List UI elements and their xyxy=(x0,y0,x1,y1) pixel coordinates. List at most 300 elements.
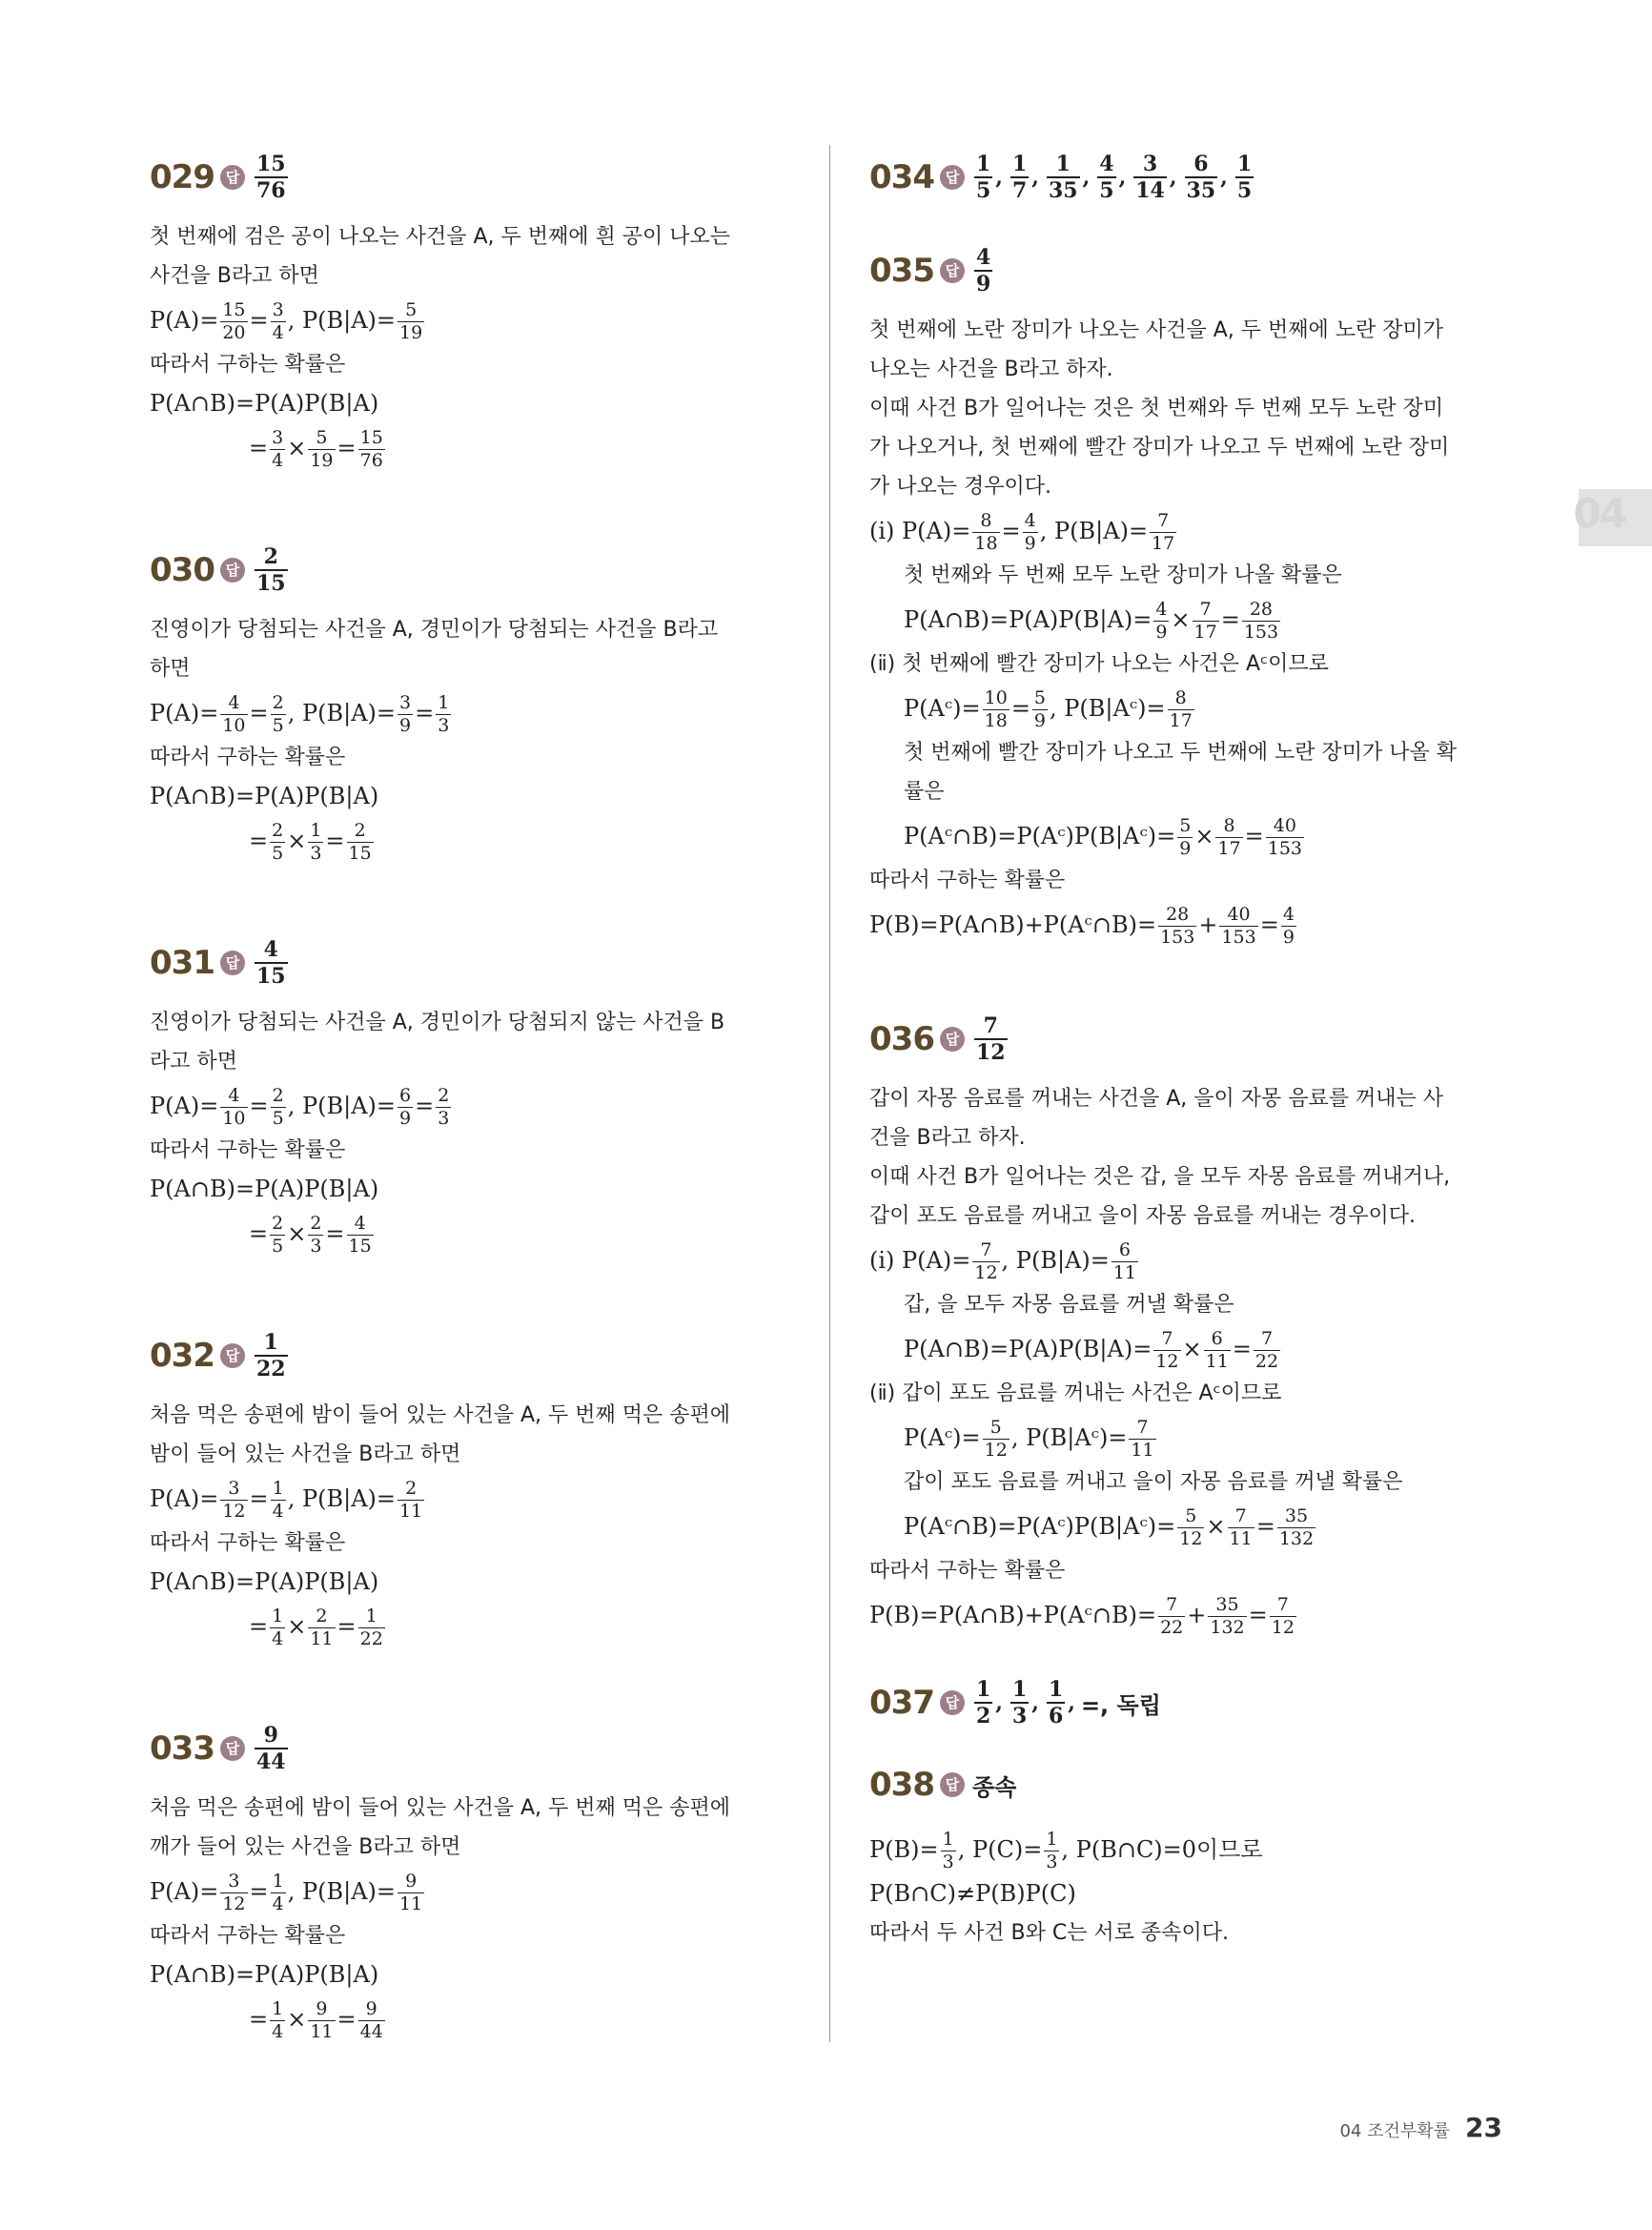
fraction xyxy=(974,153,992,201)
solution-text: 하면 xyxy=(150,657,191,681)
answer xyxy=(972,1769,1016,1802)
denominator: 4 xyxy=(272,322,284,343)
numerator: 35 xyxy=(1284,1505,1309,1526)
equation-part: , P(B|A)= xyxy=(1001,1247,1110,1274)
denominator: 11 xyxy=(310,2021,334,2042)
solution-text: (ⅱ) 갑이 포도 음료를 꺼내는 사건은 Aᶜ이므로 xyxy=(869,1381,1282,1405)
equation-part: P(B)= xyxy=(869,1836,939,1863)
fraction xyxy=(271,1872,286,1913)
problem-header xyxy=(869,1005,1518,1074)
solution-text: 첫 번째에 노란 장미가 나오는 사건을 A, 두 번째에 노란 장미가 xyxy=(869,318,1444,342)
numerator: 4 xyxy=(354,1213,366,1234)
equation-part: P(A∩B)=P(A)P(B|A) xyxy=(150,783,379,809)
denominator: 76 xyxy=(255,178,286,203)
denominator: 11 xyxy=(399,1893,423,1914)
fraction xyxy=(308,1607,335,1648)
denominator: 10 xyxy=(222,1108,246,1129)
denominator: 17 xyxy=(1193,622,1217,643)
equation xyxy=(869,684,1518,733)
equation xyxy=(869,1324,1518,1374)
numerator: 4 xyxy=(1155,599,1168,620)
answer-badge: 답 xyxy=(220,165,245,190)
problem-number: 030 xyxy=(150,551,214,589)
fraction xyxy=(270,822,285,863)
equation xyxy=(150,1867,798,1916)
equation xyxy=(150,1955,798,1995)
denominator: 12 xyxy=(984,1440,1008,1461)
fraction xyxy=(347,822,374,863)
equation-part: P(Aᶜ)= xyxy=(904,695,981,722)
fraction xyxy=(220,1480,247,1521)
fraction xyxy=(358,1607,385,1648)
equation-part: = xyxy=(337,435,357,461)
denominator: 3 xyxy=(310,843,322,864)
denominator: 5 xyxy=(272,1236,284,1257)
denominator: 9 xyxy=(975,272,991,297)
equation xyxy=(869,1874,1518,1913)
equation xyxy=(150,688,798,738)
equation-part: P(B)=P(A∩B)+P(Aᶜ∩B)= xyxy=(869,911,1157,938)
fraction xyxy=(220,1087,247,1128)
numerator: 15 xyxy=(359,427,383,448)
numerator: 2 xyxy=(272,1085,284,1106)
fraction xyxy=(1153,601,1169,642)
numerator: 1 xyxy=(1236,152,1253,176)
answer-separator: , xyxy=(1118,165,1127,190)
equation-part: = xyxy=(1248,1602,1268,1628)
denominator: 4 xyxy=(272,2021,284,2042)
numerator: 4 xyxy=(263,937,278,962)
answer-badge: 답 xyxy=(220,558,245,583)
equation-part: = xyxy=(337,1613,357,1640)
fraction xyxy=(398,694,413,735)
equation-part: P(A∩B)=P(A)P(B|A) xyxy=(150,1568,379,1595)
problem-031 xyxy=(150,929,798,1258)
equation-part: = xyxy=(1255,1513,1275,1540)
fraction xyxy=(1281,906,1296,947)
fraction xyxy=(436,694,451,735)
equation-part: = xyxy=(249,2006,269,2033)
equation-part: = xyxy=(415,1093,435,1119)
denominator: 4 xyxy=(272,450,284,471)
answer xyxy=(253,546,290,594)
denominator: 3 xyxy=(438,1108,450,1129)
denominator: 12 xyxy=(1179,1528,1203,1549)
fraction xyxy=(1112,1241,1138,1282)
fraction xyxy=(271,1480,286,1521)
denominator: 11 xyxy=(399,1501,423,1522)
problem-033 xyxy=(150,1714,798,2044)
numerator: 2 xyxy=(438,1085,450,1106)
equation-part: , P(B|A)= xyxy=(1039,518,1149,544)
problem-034 xyxy=(869,143,1518,212)
numerator: 5 xyxy=(1185,1505,1197,1526)
problem-header xyxy=(150,929,798,997)
equation-part: P(A)= xyxy=(150,700,219,726)
fraction xyxy=(1208,1596,1246,1637)
fraction xyxy=(974,247,992,295)
denominator: 15 xyxy=(348,1236,372,1257)
numerator: 1 xyxy=(438,692,450,713)
fraction xyxy=(1177,817,1193,858)
numerator: 9 xyxy=(263,1723,278,1748)
fraction xyxy=(974,1015,1008,1063)
fraction xyxy=(436,1087,451,1128)
equation xyxy=(150,1563,798,1602)
equation-part: = xyxy=(249,1613,269,1640)
numerator: 7 xyxy=(1199,599,1212,620)
solution-text: 나오는 사건을 B라고 하자. xyxy=(869,358,1113,381)
equation-part: = xyxy=(249,1485,269,1512)
problem-header xyxy=(150,143,798,212)
equation xyxy=(150,1209,798,1258)
denominator: 153 xyxy=(1160,927,1195,948)
denominator: 2 xyxy=(975,1704,991,1729)
answer-badge: 답 xyxy=(220,1343,245,1368)
fraction xyxy=(1153,1330,1180,1371)
solution-text: 따라서 구하는 확률은 xyxy=(150,1138,346,1162)
fraction xyxy=(398,1087,413,1128)
equation-part: = xyxy=(249,1220,269,1247)
denominator: 15 xyxy=(348,843,372,864)
numerator: 40 xyxy=(1273,815,1296,836)
numerator: 8 xyxy=(1174,687,1187,708)
problem-number: 031 xyxy=(150,944,214,982)
denominator: 11 xyxy=(1112,1262,1137,1283)
equation-part: (ⅰ) P(A)= xyxy=(869,518,971,544)
equation-part: × xyxy=(1171,606,1191,633)
denominator: 12 xyxy=(1271,1617,1295,1638)
solution-text: 첫 번째와 두 번째 모두 노란 장미가 나올 확률은 xyxy=(904,563,1342,587)
equation-part: = xyxy=(1220,606,1240,633)
numerator: 7 xyxy=(1161,1328,1173,1349)
fraction xyxy=(398,301,424,342)
equation-part: × xyxy=(1206,1513,1226,1540)
numerator: 4 xyxy=(228,692,240,713)
solution-text: 따라서 구하는 확률은 xyxy=(150,353,346,377)
fraction xyxy=(983,1419,1010,1460)
equation-part: = xyxy=(249,828,269,854)
fraction xyxy=(941,1831,956,1872)
fraction xyxy=(220,694,247,735)
fraction xyxy=(308,429,335,470)
problem-header xyxy=(869,236,1518,305)
equation-part: × xyxy=(287,2006,307,2033)
fraction xyxy=(1023,512,1038,553)
fraction xyxy=(255,1332,288,1380)
fraction xyxy=(398,1480,424,1521)
denominator: 22 xyxy=(1160,1617,1184,1638)
equation-part: × xyxy=(287,828,307,854)
solution-text: 처음 먹은 송편에 밤이 들어 있는 사건을 A, 두 번째 먹은 송편에 xyxy=(150,1403,731,1427)
equation-part: P(A∩B)=P(A)P(B|A)= xyxy=(904,606,1152,633)
solution-text: 따라서 두 사건 B와 C는 서로 종속이다. xyxy=(869,1921,1229,1945)
numerator: 15 xyxy=(255,152,286,176)
denominator: 18 xyxy=(974,533,998,554)
numerator: 3 xyxy=(228,1871,240,1892)
denominator: 11 xyxy=(310,1628,334,1649)
denominator: 12 xyxy=(975,1040,1006,1065)
solution-text: 갑, 을 모두 자몽 음료를 꺼낼 확률은 xyxy=(904,1293,1234,1317)
fraction xyxy=(983,689,1010,730)
denominator: 9 xyxy=(1179,838,1192,859)
fraction xyxy=(1177,1507,1204,1548)
denominator: 6 xyxy=(1048,1704,1064,1729)
numerator: 28 xyxy=(1249,599,1274,620)
denominator: 44 xyxy=(255,1749,286,1774)
denominator: 22 xyxy=(359,1628,383,1649)
answer xyxy=(972,1015,1010,1063)
problem-header xyxy=(150,1714,798,1783)
denominator: 22 xyxy=(1254,1351,1279,1372)
fraction xyxy=(1150,512,1176,553)
fraction xyxy=(1047,153,1080,201)
equation xyxy=(869,1825,1518,1874)
denominator: 9 xyxy=(1282,927,1295,948)
equation xyxy=(150,384,798,423)
solution-text: 밤이 들어 있는 사건을 B라고 하면 xyxy=(150,1442,461,1466)
numerator: 7 xyxy=(980,1239,992,1260)
fraction xyxy=(270,1215,285,1256)
fraction xyxy=(1277,1507,1315,1548)
denominator: 11 xyxy=(1229,1528,1253,1549)
numerator: 10 xyxy=(984,687,1008,708)
fraction xyxy=(255,939,288,987)
solution-text: 가 나오는 경우이다. xyxy=(869,475,1051,499)
equation-part: × xyxy=(287,1613,307,1640)
problem-035 xyxy=(869,236,1518,950)
equation-part: P(B∩C)≠P(B)P(C) xyxy=(869,1880,1076,1907)
denominator: 17 xyxy=(1217,838,1241,859)
equation-part: × xyxy=(1182,1336,1202,1362)
denominator: 4 xyxy=(272,1893,284,1914)
equation xyxy=(150,1081,798,1131)
problem-number: 029 xyxy=(150,158,214,196)
numerator: 7 xyxy=(1276,1594,1289,1615)
problem-032 xyxy=(150,1321,798,1651)
numerator: 2 xyxy=(272,820,284,841)
equation-part: = xyxy=(249,700,269,726)
answer-text: 종속 xyxy=(971,1773,1017,1801)
denominator: 132 xyxy=(1278,1528,1315,1549)
fraction xyxy=(1219,906,1257,947)
fraction xyxy=(972,1241,999,1282)
solution-text: 진영이가 당첨되는 사건을 A, 경민이가 당첨되는 사건을 B라고 xyxy=(150,618,719,642)
equation-part: = xyxy=(249,435,269,461)
fraction xyxy=(1097,153,1115,201)
answer-separator: , xyxy=(1031,1690,1039,1715)
denominator: 17 xyxy=(1152,533,1175,554)
equation-part: , P(B|Aᶜ)= xyxy=(1050,695,1166,722)
numerator: 5 xyxy=(316,427,328,448)
answer xyxy=(253,1725,290,1772)
solution-text: 따라서 구하는 확률은 xyxy=(869,1559,1066,1583)
denominator: 44 xyxy=(359,2021,383,2042)
denominator: 11 xyxy=(1131,1440,1154,1461)
numerator: 9 xyxy=(316,1998,328,2019)
numerator: 5 xyxy=(405,299,418,320)
denominator: 17 xyxy=(1169,710,1193,731)
numerator: 7 xyxy=(1166,1594,1178,1615)
equation xyxy=(150,1170,798,1209)
solution-text: 건을 B라고 하자. xyxy=(869,1126,1026,1150)
equation-part: P(Aᶜ)= xyxy=(904,1424,981,1451)
fraction xyxy=(1242,601,1280,642)
problem-number: 038 xyxy=(869,1766,934,1804)
denominator: 11 xyxy=(1205,1351,1229,1372)
numerator: 4 xyxy=(1099,152,1114,176)
solution-text: 처음 먹은 송편에 밤이 들어 있는 사건을 A, 두 번째 먹은 송편에 xyxy=(150,1796,731,1820)
answer-badge: 답 xyxy=(940,1772,965,1797)
numerator: 7 xyxy=(1157,510,1170,531)
fraction xyxy=(358,2000,385,2041)
fraction xyxy=(271,694,286,735)
answer xyxy=(253,153,290,201)
answer-separator: , xyxy=(1068,1690,1075,1715)
equation-part: = xyxy=(337,2006,357,2033)
equation xyxy=(869,1502,1518,1551)
denominator: 3 xyxy=(310,1236,322,1257)
solution-text: 갑이 자몽 음료를 꺼내는 사건을 A, 을이 자몽 음료를 꺼내는 사 xyxy=(869,1087,1444,1111)
equation-part: = xyxy=(325,1220,345,1247)
numerator: 7 xyxy=(1234,1505,1247,1526)
problem-number: 036 xyxy=(869,1020,934,1058)
fraction xyxy=(270,2000,285,2041)
fraction xyxy=(220,301,247,342)
numerator: 4 xyxy=(1282,904,1295,925)
equation-part: P(A∩B)=P(A)P(B|A) xyxy=(150,390,379,417)
numerator: 5 xyxy=(1179,815,1192,836)
equation xyxy=(150,296,798,345)
numerator: 2 xyxy=(405,1478,418,1499)
solution-text: 사건을 B라고 하면 xyxy=(150,264,319,288)
equation xyxy=(869,595,1518,644)
fraction xyxy=(308,2000,335,2041)
numerator: 6 xyxy=(1118,1239,1131,1260)
solution-text: 깨가 들어 있는 사건을 B라고 하면 xyxy=(150,1835,461,1859)
answer-badge: 답 xyxy=(940,258,965,283)
denominator: 15 xyxy=(255,571,286,596)
right-column xyxy=(869,143,1518,2010)
numerator: 4 xyxy=(975,245,991,270)
denominator: 5 xyxy=(1099,178,1114,203)
denominator: 3 xyxy=(1046,1852,1058,1872)
fraction xyxy=(1133,153,1167,201)
chapter-side-tab-label: 04 xyxy=(1573,490,1625,537)
equation-part: = xyxy=(249,1093,269,1119)
denominator: 22 xyxy=(255,1357,286,1381)
equation-part: P(A)= xyxy=(150,307,219,334)
equation-part: = xyxy=(1244,823,1264,849)
equation-part: P(A)= xyxy=(150,1878,219,1905)
numerator: 1 xyxy=(310,820,322,841)
problem-number: 032 xyxy=(150,1337,214,1375)
answer-badge: 답 xyxy=(940,1690,965,1715)
solution-text: 따라서 구하는 확률은 xyxy=(150,746,346,769)
denominator: 9 xyxy=(399,715,412,736)
fraction xyxy=(1032,689,1048,730)
equation xyxy=(150,423,798,473)
column-divider xyxy=(829,145,830,2042)
solution-text: 갑이 포도 음료를 꺼내고 을이 자몽 음료를 꺼내는 경우이다. xyxy=(869,1204,1416,1228)
denominator: 12 xyxy=(974,1262,998,1283)
problem-number: 037 xyxy=(869,1684,934,1722)
problem-header xyxy=(869,143,1518,212)
equation-part: , P(B|A)= xyxy=(287,1093,397,1119)
numerator: 9 xyxy=(405,1871,418,1892)
answer-separator: , xyxy=(1082,165,1091,190)
equation-part: (ⅰ) P(A)= xyxy=(869,1247,971,1274)
denominator: 18 xyxy=(984,710,1008,731)
numerator: 5 xyxy=(1033,687,1047,708)
answer-badge: 답 xyxy=(220,951,245,975)
numerator: 28 xyxy=(1166,904,1190,925)
problem-number: 035 xyxy=(869,252,934,290)
denominator: 3 xyxy=(1011,1704,1028,1729)
equation xyxy=(150,1995,798,2044)
fraction xyxy=(255,1725,288,1772)
numerator: 2 xyxy=(263,544,278,569)
equation-part: = xyxy=(1232,1336,1252,1362)
answer-text: =, 독립 xyxy=(1080,1691,1161,1719)
numerator: 2 xyxy=(354,820,366,841)
answer-badge: 답 xyxy=(940,165,965,190)
numerator: 1 xyxy=(975,1677,991,1702)
numerator: 2 xyxy=(310,1213,322,1234)
denominator: 9 xyxy=(1024,533,1036,554)
numerator: 4 xyxy=(1024,510,1036,531)
fraction xyxy=(1215,817,1242,858)
solution-text: 이때 사건 B가 일어나는 것은 갑, 을 모두 자몽 음료를 꺼내거나, xyxy=(869,1165,1451,1189)
equation xyxy=(150,1474,798,1524)
denominator: 19 xyxy=(310,450,334,471)
fraction xyxy=(974,1679,992,1727)
denominator: 9 xyxy=(1033,710,1047,731)
solution-text: 갑이 포도 음료를 꺼내고 을이 자몽 음료를 꺼낼 확률은 xyxy=(904,1470,1403,1494)
denominator: 153 xyxy=(1221,927,1256,948)
fraction xyxy=(220,1872,247,1913)
fraction xyxy=(1044,1831,1059,1872)
equation-part: = xyxy=(325,828,345,854)
equation-part: , P(B|A)= xyxy=(287,307,397,334)
numerator: 1 xyxy=(263,1330,278,1355)
equation xyxy=(150,1602,798,1651)
answer-separator: , xyxy=(1169,165,1177,190)
footer-chapter: 04 조건부확률 xyxy=(1339,2121,1451,2141)
denominator: 3 xyxy=(942,1852,954,1872)
answer xyxy=(253,939,290,987)
problem-030 xyxy=(150,536,798,866)
denominator: 153 xyxy=(1267,838,1302,859)
equation xyxy=(150,777,798,816)
solution-text: 첫 번째에 빨간 장미가 나오고 두 번째에 노란 장미가 나올 확 xyxy=(904,741,1457,765)
numerator: 4 xyxy=(228,1085,240,1106)
answer-badge: 답 xyxy=(940,1027,965,1052)
numerator: 6 xyxy=(399,1085,412,1106)
answer-separator: , xyxy=(995,1690,1003,1715)
fraction xyxy=(271,301,286,342)
equation-part: , P(B|A)= xyxy=(287,700,397,726)
numerator: 1 xyxy=(365,1606,377,1626)
numerator: 7 xyxy=(1136,1417,1149,1438)
numerator: 35 xyxy=(1215,1594,1239,1615)
problem-header xyxy=(150,536,798,604)
equation xyxy=(869,1413,1518,1463)
equation xyxy=(150,816,798,866)
equation-part: + xyxy=(1187,1602,1207,1628)
solution-text: 가 나오거나, 첫 번째에 빨간 장미가 나오고 두 번째에 노란 장미 xyxy=(869,436,1450,460)
equation-part: + xyxy=(1198,911,1218,938)
